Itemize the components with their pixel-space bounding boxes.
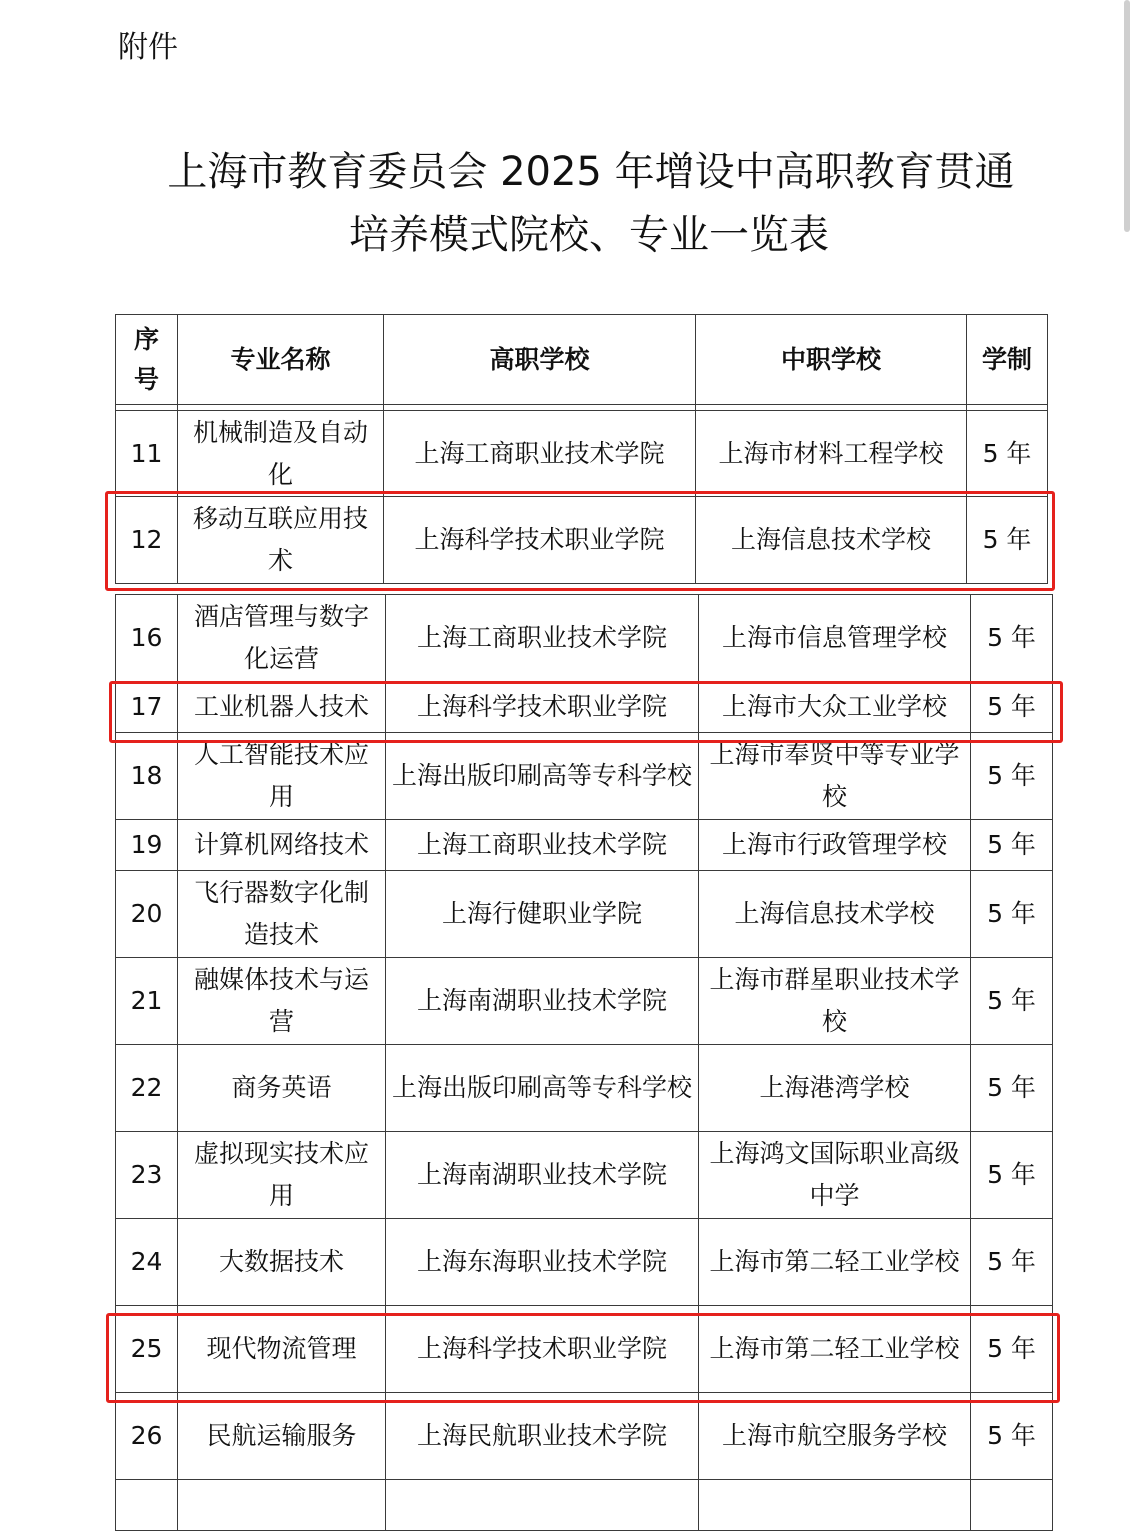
cell-college: 上海东海职业技术学院	[386, 1219, 699, 1306]
cell-college: 上海行健职业学院	[386, 871, 699, 958]
cell-college: 上海南湖职业技术学院	[386, 1132, 699, 1219]
cell-duration: 5 年	[971, 1393, 1053, 1480]
cell-no: 22	[116, 1045, 178, 1132]
header-major: 专业名称	[178, 315, 384, 405]
cell-no: 24	[116, 1219, 178, 1306]
cell-secondary: 上海市奉贤中等专业学校	[699, 733, 971, 820]
table-row	[116, 871, 1053, 958]
cell-duration: 5 年	[971, 958, 1053, 1045]
cell-major: 商务英语	[178, 1045, 386, 1132]
cell-major: 机械制造及自动化	[178, 411, 384, 497]
table-row	[116, 733, 1053, 820]
cell-duration	[971, 1480, 1053, 1531]
header-seq-top: 序	[133, 324, 159, 354]
document-title-line1: 上海市教育委员会 2025 年增设中高职教育贯通	[167, 149, 1015, 195]
cell-secondary: 上海市大众工业学校	[699, 682, 971, 733]
cell-secondary: 上海市第二轻工业学校	[699, 1306, 971, 1393]
cell-no: 20	[116, 871, 178, 958]
table-row	[116, 595, 1053, 682]
cell-major: 飞行器数字化制造技术	[178, 871, 386, 958]
table-row	[116, 1393, 1053, 1480]
document-title-line2: 培养模式院校、专业一览表	[349, 212, 829, 258]
cell-duration: 5 年	[971, 871, 1053, 958]
cell-no: 17	[116, 682, 178, 733]
attachment-label: 附件	[118, 30, 178, 65]
cell-duration: 5 年	[971, 820, 1053, 871]
cell-major: 工业机器人技术	[178, 682, 386, 733]
cell-no: 21	[116, 958, 178, 1045]
cell-duration: 5 年	[971, 595, 1053, 682]
scrollbar[interactable]	[1124, 0, 1130, 232]
schools-table-part2	[115, 594, 1053, 1531]
header-college: 高职学校	[384, 315, 696, 405]
cell-no	[116, 1480, 178, 1531]
cell-major: 大数据技术	[178, 1219, 386, 1306]
cell-duration: 5 年	[971, 1045, 1053, 1132]
cell-major: 移动互联应用技术	[178, 497, 384, 584]
cell-major: 虚拟现实技术应用	[178, 1132, 386, 1219]
cell-no: 16	[116, 595, 178, 682]
cell-major: 人工智能技术应用	[178, 733, 386, 820]
table-row	[116, 497, 1048, 584]
schools-table-part1	[115, 314, 1048, 584]
cell-major: 融媒体技术与运营	[178, 958, 386, 1045]
cell-duration: 5 年	[971, 1306, 1053, 1393]
cell-duration: 5 年	[971, 1132, 1053, 1219]
cell-secondary: 上海市群星职业技术学校	[699, 958, 971, 1045]
cell-college: 上海出版印刷高等专科学校	[386, 1045, 699, 1132]
cell-major: 酒店管理与数字化运营	[178, 595, 386, 682]
cell-secondary: 上海市航空服务学校	[699, 1393, 971, 1480]
table-header-row	[116, 315, 1048, 405]
cell-secondary: 上海鸿文国际职业高级中学	[699, 1132, 971, 1219]
cell-college: 上海科学技术职业学院	[384, 497, 696, 584]
table-row	[116, 1219, 1053, 1306]
cell-no: 25	[116, 1306, 178, 1393]
cell-no: 26	[116, 1393, 178, 1480]
header-duration: 学制	[967, 315, 1048, 405]
cell-secondary: 上海市第二轻工业学校	[699, 1219, 971, 1306]
header-seq	[116, 315, 178, 405]
cell-college: 上海科学技术职业学院	[386, 682, 699, 733]
cell-college: 上海工商职业技术学院	[386, 820, 699, 871]
table-row	[116, 1306, 1053, 1393]
cell-duration: 5 年	[971, 682, 1053, 733]
cell-no: 23	[116, 1132, 178, 1219]
cell-secondary: 上海港湾学校	[699, 1045, 971, 1132]
cell-duration: 5 年	[967, 497, 1048, 584]
table-row	[116, 411, 1048, 497]
table-row	[116, 1480, 1053, 1531]
cell-secondary: 上海市材料工程学校	[696, 411, 967, 497]
table-row	[116, 1045, 1053, 1132]
cell-secondary: 上海市信息管理学校	[699, 595, 971, 682]
cell-college: 上海出版印刷高等专科学校	[386, 733, 699, 820]
cell-no: 11	[116, 411, 178, 497]
cell-major	[178, 1480, 386, 1531]
table-row	[116, 820, 1053, 871]
cell-no: 19	[116, 820, 178, 871]
cell-college: 上海工商职业技术学院	[386, 595, 699, 682]
table-row	[116, 1132, 1053, 1219]
cell-major: 计算机网络技术	[178, 820, 386, 871]
cell-college	[386, 1480, 699, 1531]
cell-college: 上海南湖职业技术学院	[386, 958, 699, 1045]
header-seq-bottom: 号	[133, 364, 159, 394]
cell-secondary	[699, 1480, 971, 1531]
cell-duration: 5 年	[971, 1219, 1053, 1306]
table-row	[116, 958, 1053, 1045]
cell-duration: 5 年	[971, 733, 1053, 820]
table-row	[116, 682, 1053, 733]
header-secondary: 中职学校	[696, 315, 967, 405]
cell-major: 现代物流管理	[178, 1306, 386, 1393]
cell-no: 12	[116, 497, 178, 584]
cell-no: 18	[116, 733, 178, 820]
cell-college: 上海工商职业技术学院	[384, 411, 696, 497]
cell-duration: 5 年	[967, 411, 1048, 497]
cell-secondary: 上海信息技术学校	[696, 497, 967, 584]
cell-secondary: 上海市行政管理学校	[699, 820, 971, 871]
cell-major: 民航运输服务	[178, 1393, 386, 1480]
cell-college: 上海科学技术职业学院	[386, 1306, 699, 1393]
cell-college: 上海民航职业技术学院	[386, 1393, 699, 1480]
cell-secondary: 上海信息技术学校	[699, 871, 971, 958]
